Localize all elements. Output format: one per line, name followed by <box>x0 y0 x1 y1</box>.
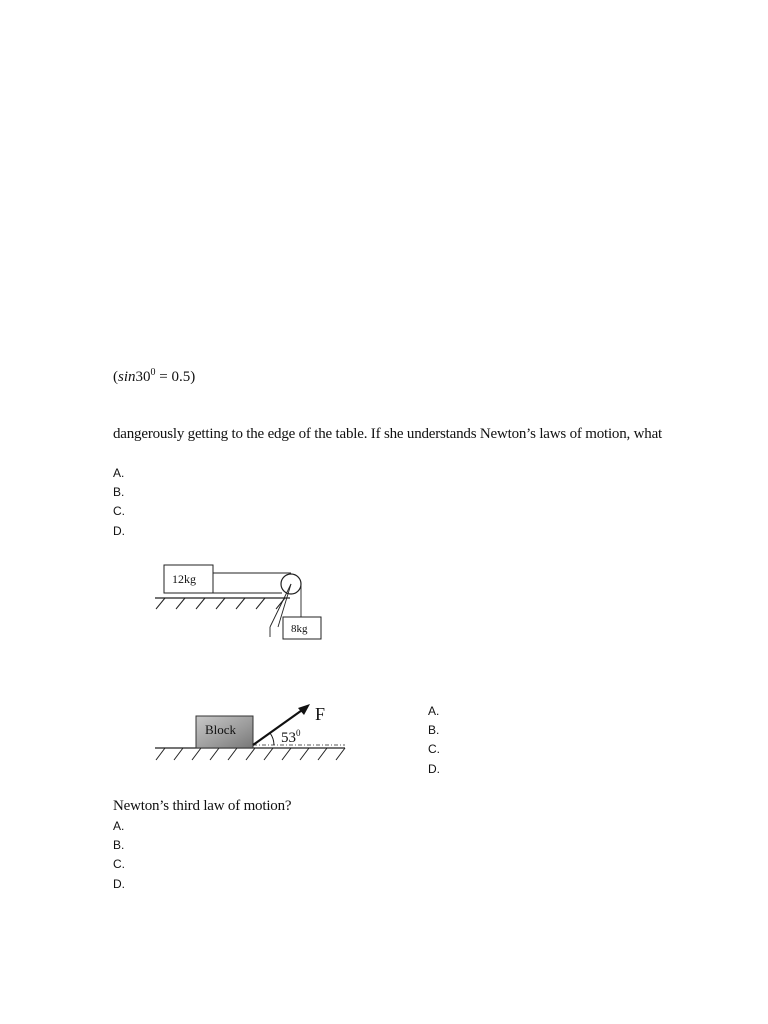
label-12kg: 12kg <box>172 572 196 586</box>
table-hatching <box>156 598 285 609</box>
option-d-group-2: D. <box>428 762 440 776</box>
option-b-group-2: B. <box>428 723 440 737</box>
force-arrow-head <box>298 704 310 715</box>
formula-open-paren: ( <box>113 369 118 385</box>
pulley-figure <box>150 555 340 645</box>
option-d-group-3: D. <box>113 877 125 891</box>
option-b-group-1: B. <box>113 485 125 499</box>
option-d-group-1: D. <box>113 524 125 538</box>
block-force-figure <box>150 700 350 772</box>
option-a-group-2: A. <box>428 704 440 718</box>
label-block: Block <box>205 722 237 737</box>
question-fragment-2: Newton’s third law of motion? <box>113 798 292 814</box>
angle-value: 53 <box>281 730 296 746</box>
ground-hatching <box>156 748 345 760</box>
label-force-f: F <box>315 704 326 724</box>
option-c-group-2: C. <box>428 742 440 756</box>
option-a-group-1: A. <box>113 466 125 480</box>
formula-angle: 30 <box>135 369 151 385</box>
question-fragment-1: dangerously getting to the edge of the table. If she understands Newton’s laws of motion, what <box>113 426 662 442</box>
force-arrow-shaft <box>253 708 305 745</box>
formula-rest: = 0.5) <box>155 369 196 385</box>
label-8kg: 8kg <box>291 623 308 635</box>
option-b-group-3: B. <box>113 838 125 852</box>
angle-degree: 0 <box>296 728 301 738</box>
label-angle <box>281 728 301 746</box>
formula-sin30 <box>113 367 195 386</box>
formula-degree: 0 <box>150 367 156 378</box>
formula-func: sin <box>118 369 136 385</box>
angle-arc <box>270 733 274 745</box>
option-c-group-3: C. <box>113 857 125 871</box>
option-a-group-3: A. <box>113 819 125 833</box>
option-c-group-1: C. <box>113 504 125 518</box>
